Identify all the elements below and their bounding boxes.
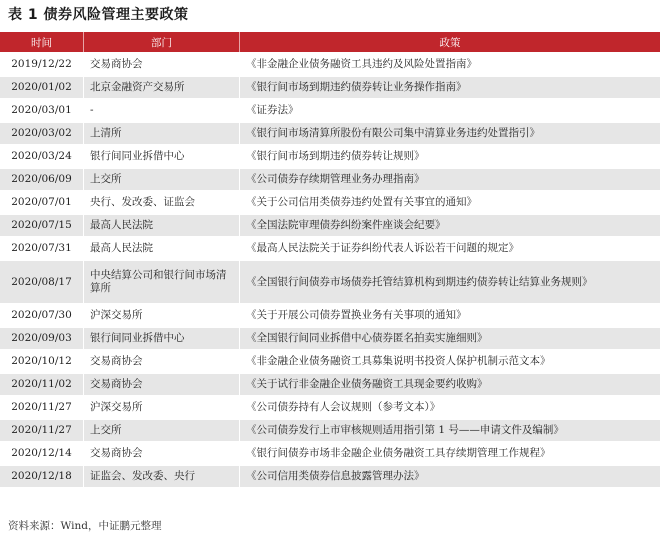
cell-date: 2020/07/31 xyxy=(0,238,84,259)
header-time: 时间 xyxy=(0,32,84,52)
cell-date: 2020/07/01 xyxy=(0,192,84,213)
cell-policy: 《全国法院审理债券纠纷案件座谈会纪要》 xyxy=(240,215,660,236)
cell-policy: 《银行间市场到期违约债券转让业务操作指南》 xyxy=(240,77,660,98)
cell-dept: 交易商协会 xyxy=(84,54,240,75)
cell-dept: 银行间同业拆借中心 xyxy=(84,328,240,349)
cell-dept: - xyxy=(84,100,240,121)
cell-dept: 沪深交易所 xyxy=(84,397,240,418)
table-row xyxy=(0,397,660,418)
table-row xyxy=(0,192,660,213)
table-row xyxy=(0,54,660,75)
cell-date: 2020/12/18 xyxy=(0,466,84,487)
source-note: 资料来源：Wind，中证鹏元整理 xyxy=(8,520,162,532)
cell-dept: 交易商协会 xyxy=(84,374,240,395)
cell-policy: 《公司债券持有人会议规则（参考文本）》 xyxy=(240,397,660,418)
table-row xyxy=(0,351,660,372)
cell-policy: 《公司债券存续期管理业务办理指南》 xyxy=(240,169,660,190)
cell-policy: 《非金融企业债务融资工具募集说明书投资人保护机制示范文本》 xyxy=(240,351,660,372)
cell-date: 2019/12/22 xyxy=(0,54,84,75)
table-row xyxy=(0,100,660,121)
cell-policy: 《关于公司信用类债券违约处置有关事宜的通知》 xyxy=(240,192,660,213)
cell-policy: 《证券法》 xyxy=(240,100,660,121)
cell-date: 2020/11/27 xyxy=(0,397,84,418)
table-row xyxy=(0,261,660,303)
table-row xyxy=(0,466,660,487)
cell-dept: 北京金融资产交易所 xyxy=(84,77,240,98)
cell-policy: 《公司信用类债券信息披露管理办法》 xyxy=(240,466,660,487)
cell-policy: 《全国银行间同业拆借中心债券匿名拍卖实施细则》 xyxy=(240,328,660,349)
table-row xyxy=(0,443,660,464)
cell-date: 2020/07/30 xyxy=(0,305,84,326)
cell-policy: 《银行间债券市场非金融企业债务融资工具存续期管理工作规程》 xyxy=(240,443,660,464)
cell-date: 2020/06/09 xyxy=(0,169,84,190)
cell-dept: 证监会、发改委、央行 xyxy=(84,466,240,487)
cell-dept: 最高人民法院 xyxy=(84,215,240,236)
policy-table xyxy=(0,30,660,489)
table-row xyxy=(0,77,660,98)
cell-policy: 《银行间市场清算所股份有限公司集中清算业务违约处置指引》 xyxy=(240,123,660,144)
cell-policy: 《公司债券发行上市审核规则适用指引第 1 号——申请文件及编制》 xyxy=(240,420,660,441)
cell-dept: 最高人民法院 xyxy=(84,238,240,259)
table-header-row xyxy=(0,32,660,52)
table-row xyxy=(0,328,660,349)
table-row xyxy=(0,169,660,190)
cell-date: 2020/11/27 xyxy=(0,420,84,441)
table-row xyxy=(0,420,660,441)
cell-date: 2020/03/02 xyxy=(0,123,84,144)
header-policy: 政策 xyxy=(240,32,660,52)
table-row xyxy=(0,305,660,326)
cell-dept: 沪深交易所 xyxy=(84,305,240,326)
cell-dept: 银行间同业拆借中心 xyxy=(84,146,240,167)
cell-date: 2020/03/24 xyxy=(0,146,84,167)
table-row xyxy=(0,374,660,395)
cell-policy: 《关于开展公司债券置换业务有关事项的通知》 xyxy=(240,305,660,326)
cell-dept: 上交所 xyxy=(84,169,240,190)
cell-date: 2020/12/14 xyxy=(0,443,84,464)
cell-dept: 交易商协会 xyxy=(84,443,240,464)
cell-date: 2020/08/17 xyxy=(0,261,84,303)
table-title: 表 1 债券风险管理主要政策 xyxy=(8,7,189,23)
header-dept: 部门 xyxy=(84,32,240,52)
cell-date: 2020/03/01 xyxy=(0,100,84,121)
cell-dept: 交易商协会 xyxy=(84,351,240,372)
table-row xyxy=(0,238,660,259)
cell-policy: 《非金融企业债务融资工具违约及风险处置指南》 xyxy=(240,54,660,75)
cell-date: 2020/11/02 xyxy=(0,374,84,395)
cell-date: 2020/01/02 xyxy=(0,77,84,98)
table-row xyxy=(0,146,660,167)
cell-dept: 中央结算公司和银行间市场清算所 xyxy=(84,261,240,303)
cell-policy: 《最高人民法院关于证券纠纷代表人诉讼若干问题的规定》 xyxy=(240,238,660,259)
cell-date: 2020/10/12 xyxy=(0,351,84,372)
cell-policy: 《关于试行非金融企业债务融资工具现金要约收购》 xyxy=(240,374,660,395)
table-row xyxy=(0,123,660,144)
cell-dept: 上清所 xyxy=(84,123,240,144)
cell-policy: 《全国银行间债券市场债券托管结算机构到期违约债券转让结算业务规则》 xyxy=(240,261,660,303)
cell-policy: 《银行间市场到期违约债券转让规则》 xyxy=(240,146,660,167)
table-row xyxy=(0,215,660,236)
cell-date: 2020/09/03 xyxy=(0,328,84,349)
cell-dept: 上交所 xyxy=(84,420,240,441)
cell-date: 2020/07/15 xyxy=(0,215,84,236)
cell-dept: 央行、发改委、证监会 xyxy=(84,192,240,213)
